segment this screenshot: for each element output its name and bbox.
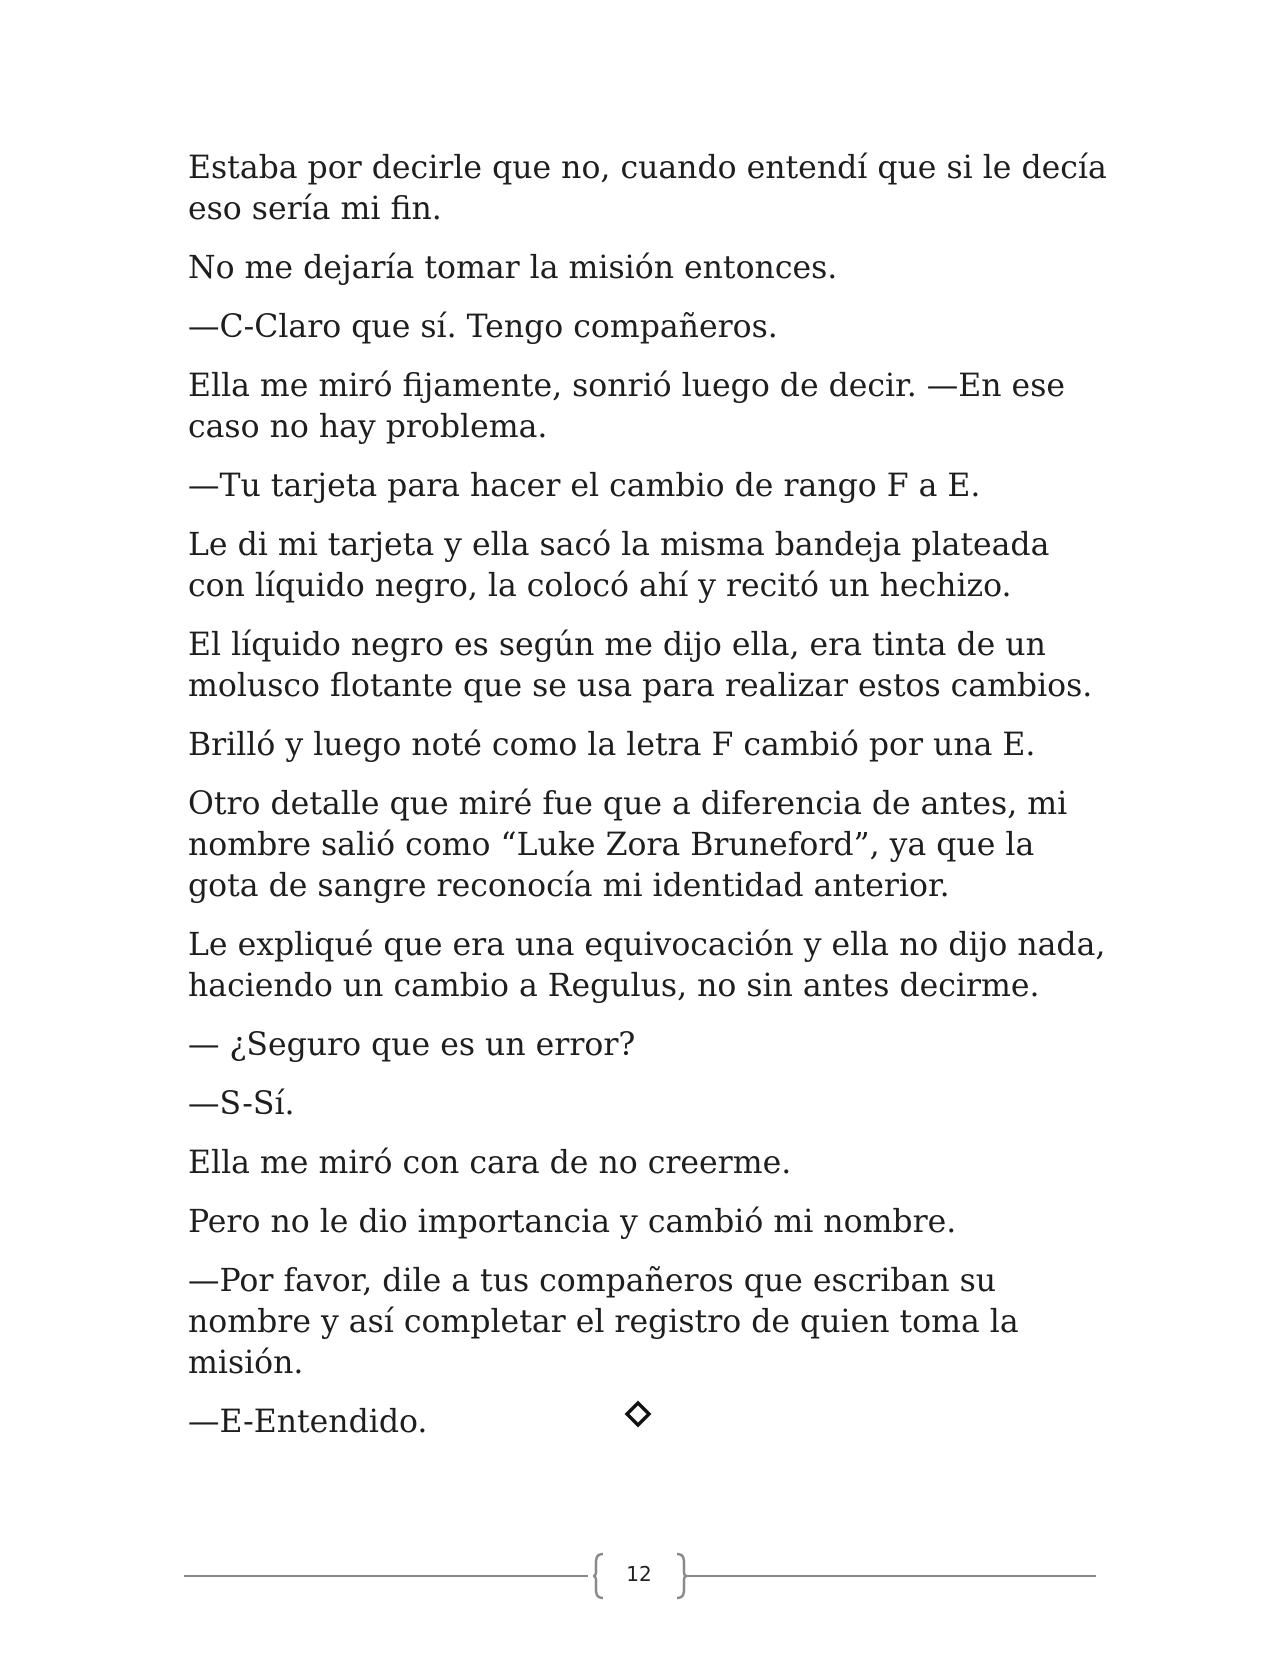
paragraph: Ella me miró con cara de no creerme. bbox=[188, 1145, 792, 1181]
paragraph: —C-Claro que sí. Tengo compañeros. bbox=[188, 309, 778, 345]
footer-rule-left bbox=[184, 1575, 588, 1577]
paragraph: — ¿Seguro que es un error? bbox=[188, 1027, 636, 1063]
paragraph: —Por favor, dile a tus compañeros que escriban su nombre y así completar el registro de quien toma la misión. bbox=[188, 1263, 1019, 1381]
page-body bbox=[188, 148, 1108, 1461]
diamond-outline-icon bbox=[624, 1400, 652, 1428]
paragraph: Ella me miró fijamente, sonrió luego de decir. —En ese caso no hay problema. bbox=[188, 368, 1066, 445]
paragraph: Le di mi tarjeta y ella sacó la misma bandeja plateada con líquido negro, la colocó ahí y recitó un hechizo. bbox=[188, 527, 1050, 604]
footer-rule-right bbox=[686, 1575, 1096, 1577]
paragraph: Otro detalle que miré fue que a diferencia de antes, mi nombre salió como “Luke Zora Bruneford”, ya que la gota de sangre reconocía mi identidad anterior. bbox=[188, 786, 1068, 904]
paragraph: Pero no le dio importancia y cambió mi nombre. bbox=[188, 1204, 957, 1240]
paragraph: —E-Entendido. bbox=[188, 1404, 428, 1440]
paragraph: Brilló y luego noté como la letra F cambió por una E. bbox=[188, 727, 1036, 763]
paragraph: No me dejaría tomar la misión entonces. bbox=[188, 250, 838, 286]
page-footer bbox=[184, 1552, 1096, 1600]
paragraph: —S-Sí. bbox=[188, 1086, 295, 1122]
paragraph: Le expliqué que era una equivocación y ella no dijo nada, haciendo un cambio a Regulus, no sin antes decirme. bbox=[188, 927, 1106, 1004]
paragraph: Estaba por decirle que no, cuando entendí que si le decía eso sería mi fin. bbox=[188, 150, 1107, 227]
paragraph: —Tu tarjeta para hacer el cambio de rango F a E. bbox=[188, 468, 981, 504]
page-number: 12 bbox=[626, 1562, 652, 1586]
paragraph: El líquido negro es según me dijo ella, era tinta de un molusco flotante que se usa para realizar estos cambios. bbox=[188, 627, 1093, 704]
